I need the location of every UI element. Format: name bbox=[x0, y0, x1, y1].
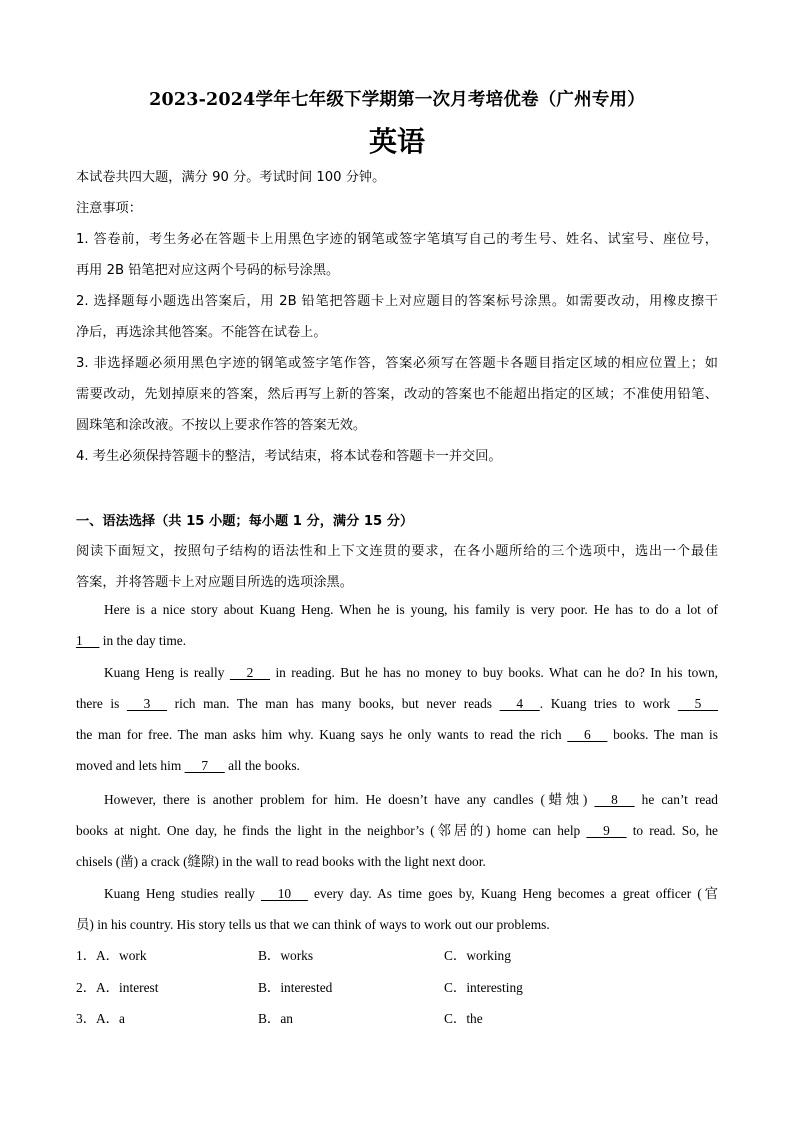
question-2-option-b: B．interested bbox=[258, 980, 333, 995]
passage-p2-line-1: Kuang Heng is really 2 in reading. But he has no money to buy books. What can he do? In his town, bbox=[104, 665, 718, 680]
note-2-line-1: 2. 选择题每小题选出答案后，用 2B 铅笔把答题卡上对应题目的答案标号涂黑。如需要改动，用橡皮擦干 bbox=[76, 294, 718, 309]
question-3-number: 3． bbox=[76, 1011, 97, 1026]
question-3-option-a: A．a bbox=[96, 1011, 126, 1026]
blank-9: 9 bbox=[586, 823, 627, 838]
passage-p2-line-4: moved and lets him 7 all the books. bbox=[76, 758, 300, 773]
passage-p2-line-2: there is 3 rich man. The man has many books, but never reads 4 . Kuang tries to work 5 bbox=[76, 696, 719, 711]
blank-1: 1 bbox=[76, 633, 100, 648]
blank-5: 5 bbox=[677, 696, 719, 711]
blank-7: 7 bbox=[184, 758, 225, 773]
exam-title: 2023-2024学年七年级下学期第一次月考培优卷（广州专用） bbox=[149, 90, 645, 110]
question-2-option-a: A．interest bbox=[96, 980, 159, 995]
blank-4: 4 bbox=[499, 696, 540, 711]
passage-p3-line-1: However, there is another problem for him. He doesn’t have any candles (蜡烛) 8 he can’t read bbox=[104, 792, 718, 807]
subject-title: 英语 bbox=[368, 125, 425, 158]
note-2-line-2: 净后，再选涂其他答案。不能答在试卷上。 bbox=[76, 325, 327, 340]
note-1-line-1: 1. 答卷前，考生务必在答题卡上用黑色字迹的钢笔或签字笔填写自己的考生号、姓名、试室号、座位号， bbox=[76, 232, 718, 247]
section-instruction-line-2: 答案，并将答题卡上对应题目所选的选项涂黑。 bbox=[76, 575, 353, 590]
blank-2: 2 bbox=[229, 665, 271, 680]
notes-heading: 注意事项： bbox=[76, 201, 142, 216]
section-instruction-line-1: 阅读下面短文，按照句子结构的语法性和上下文连贯的要求，在各小题所给的三个选项中，选出一个最佳 bbox=[76, 544, 718, 559]
question-2-number: 2． bbox=[76, 980, 97, 995]
question-1-option-c: C．working bbox=[444, 948, 511, 963]
passage-p1-line-1: Here is a nice story about Kuang Heng. When he is young, his family is very poor. He has to do a lot of bbox=[104, 602, 718, 617]
question-1-option-b: B．works bbox=[258, 948, 314, 963]
section-heading: 一、语法选择（共 15 小题；每小题 1 分，满分 15 分） bbox=[76, 514, 414, 529]
passage-p3-line-3: chisels (凿) a crack (缝隙) in the wall to read books with the light next door. bbox=[76, 854, 486, 869]
passage-p4-line-1: Kuang Heng studies really 10 every day. As time goes by, Kuang Heng becomes a great officer (官 bbox=[104, 886, 718, 901]
note-4: 4. 考生必须保持答题卡的整洁，考试结束，将本试卷和答题卡一并交回。 bbox=[76, 449, 502, 464]
blank-6: 6 bbox=[567, 727, 608, 742]
blank-10: 10 bbox=[260, 886, 308, 901]
note-3-line-3: 圆珠笔和涂改液。不按以上要求作答的答案无效。 bbox=[76, 418, 367, 433]
question-1-number: 1． bbox=[76, 948, 97, 963]
question-1-option-a: A．work bbox=[96, 948, 147, 963]
intro-line: 本试卷共四大题，满分 90 分。考试时间 100 分钟。 bbox=[76, 170, 386, 185]
question-2-option-c: C．interesting bbox=[444, 980, 523, 995]
note-1-line-2: 再用 2B 铅笔把对应这两个号码的标号涂黑。 bbox=[76, 263, 340, 278]
note-3-line-1: 3. 非选择题必须用黑色字迹的钢笔或签字笔作答，答案必须写在答题卡各题目指定区域的相应位置上；如 bbox=[76, 356, 718, 371]
question-3-option-c: C．the bbox=[444, 1011, 483, 1026]
blank-8: 8 bbox=[594, 792, 635, 807]
blank-3: 3 bbox=[126, 696, 168, 711]
passage-p4-line-2: 员) in his country. His story tells us that we can think of ways to work out our problems. bbox=[76, 917, 550, 932]
passage-p1-line-2: 1 in the day time. bbox=[76, 633, 187, 648]
passage-p3-line-2: books at night. One day, he finds the light in the neighbor’s (邻居的) home can help 9 to read. So, he bbox=[76, 823, 718, 838]
question-3-option-b: B．an bbox=[258, 1011, 293, 1026]
note-3-line-2: 需要改动，先划掉原来的答案，然后再写上新的答案，改动的答案也不能超出指定的区域；不准使用铅笔、 bbox=[76, 387, 718, 402]
passage-p2-line-3: the man for free. The man asks him why. Kuang says he only wants to read the rich 6 books. The man is bbox=[76, 727, 718, 742]
